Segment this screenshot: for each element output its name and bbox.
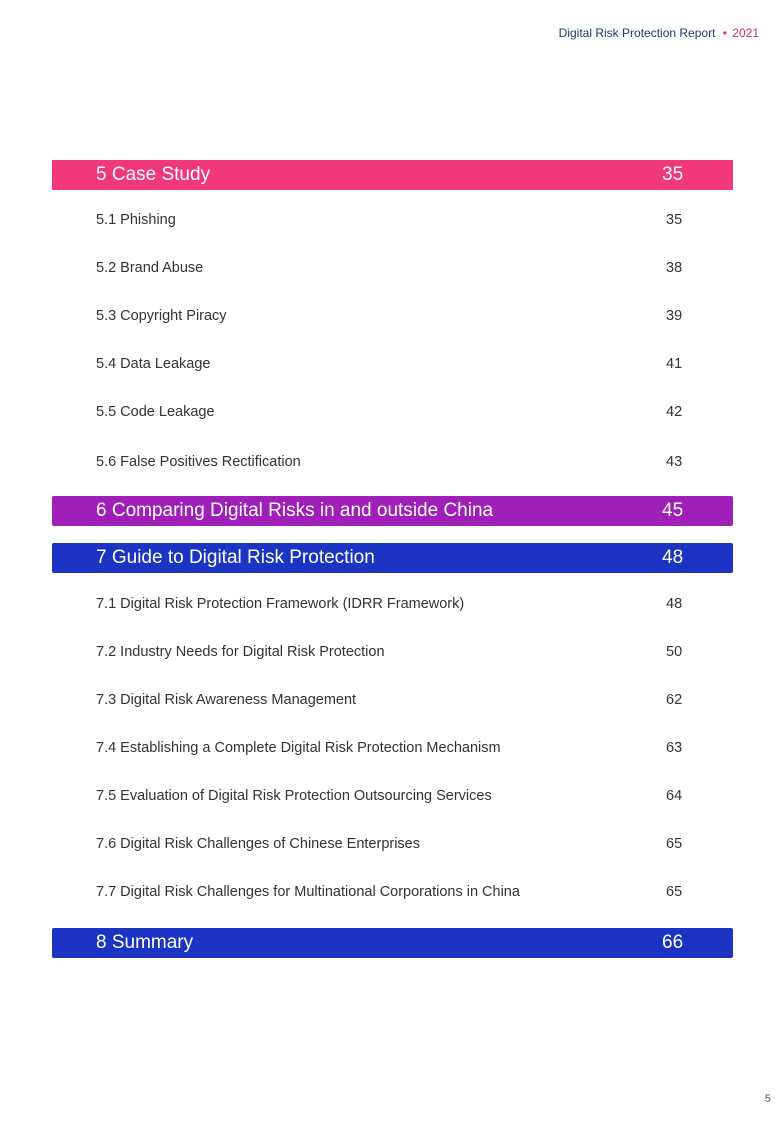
toc-section-page: 45 <box>662 500 684 521</box>
toc-item-title: 7.5 Evaluation of Digital Risk Protection Outsourcing Services <box>96 788 492 804</box>
toc-item-title: 7.4 Establishing a Complete Digital Risk Protection Mechanism <box>96 740 501 756</box>
toc-item-page: 65 <box>666 884 683 900</box>
toc-section-title: 5 Case Study <box>96 164 211 185</box>
toc-item-5-5[interactable] <box>52 400 733 424</box>
toc-section-page: 48 <box>662 547 684 568</box>
toc-item-title: 7.3 Digital Risk Awareness Management <box>96 692 357 708</box>
toc-item-page: 43 <box>666 454 683 470</box>
toc-section-page: 35 <box>662 164 684 185</box>
toc-section-title: 7 Guide to Digital Risk Protection <box>96 547 375 568</box>
report-year: 2021 <box>732 26 759 40</box>
toc-item-page: 41 <box>666 356 683 372</box>
toc-section-title: 8 Summary <box>96 932 194 953</box>
toc-section-6[interactable] <box>52 496 733 526</box>
toc-item-page: 63 <box>666 740 683 756</box>
toc-item-7-6[interactable] <box>52 832 733 856</box>
toc-item-7-7[interactable] <box>52 880 733 904</box>
toc-item-page: 64 <box>666 788 683 804</box>
toc-item-title: 5.2 Brand Abuse <box>96 260 204 276</box>
toc-item-5-6[interactable] <box>52 450 733 474</box>
toc-item-5-3[interactable] <box>52 304 733 328</box>
toc-item-page: 62 <box>666 692 683 708</box>
toc-item-7-3[interactable] <box>52 688 733 712</box>
toc-item-title: 7.7 Digital Risk Challenges for Multinational Corporations in China <box>96 884 520 900</box>
toc-section-5[interactable] <box>52 160 733 190</box>
toc-item-page: 48 <box>666 596 683 612</box>
toc-section-8[interactable] <box>52 928 733 958</box>
toc-item-5-1[interactable] <box>52 208 733 232</box>
toc-item-5-2[interactable] <box>52 256 733 280</box>
toc-item-7-2[interactable] <box>52 640 733 664</box>
toc-item-title: 7.6 Digital Risk Challenges of Chinese Enterprises <box>96 836 420 852</box>
toc-item-7-5[interactable] <box>52 784 733 808</box>
toc-item-page: 65 <box>666 836 683 852</box>
toc-item-page: 35 <box>666 212 683 228</box>
toc-item-title: 7.1 Digital Risk Protection Framework (IDRR Framework) <box>96 596 465 612</box>
toc-item-title: 5.4 Data Leakage <box>96 356 211 372</box>
report-title: Digital Risk Protection Report <box>558 26 716 40</box>
toc-section-page: 66 <box>662 932 684 953</box>
page-number: 5 <box>764 1093 771 1105</box>
toc-section-title: 6 Comparing Digital Risks in and outside China <box>96 500 494 521</box>
toc-item-page: 42 <box>666 404 683 420</box>
toc-item-page: 39 <box>666 308 683 324</box>
toc-item-title: 5.3 Copyright Piracy <box>96 308 227 324</box>
toc-item-title: 5.6 False Positives Rectification <box>96 454 301 470</box>
toc-section-7[interactable] <box>52 543 733 573</box>
toc-item-title: 5.1 Phishing <box>96 212 176 228</box>
toc-item-page: 38 <box>666 260 683 276</box>
toc-item-title: 7.2 Industry Needs for Digital Risk Protection <box>96 644 385 660</box>
header-separator: • <box>722 26 727 40</box>
toc-item-7-1[interactable] <box>52 592 733 616</box>
toc-item-page: 50 <box>666 644 683 660</box>
toc-item-7-4[interactable] <box>52 736 733 760</box>
toc-item-title: 5.5 Code Leakage <box>96 404 215 420</box>
toc-item-5-4[interactable] <box>52 352 733 376</box>
